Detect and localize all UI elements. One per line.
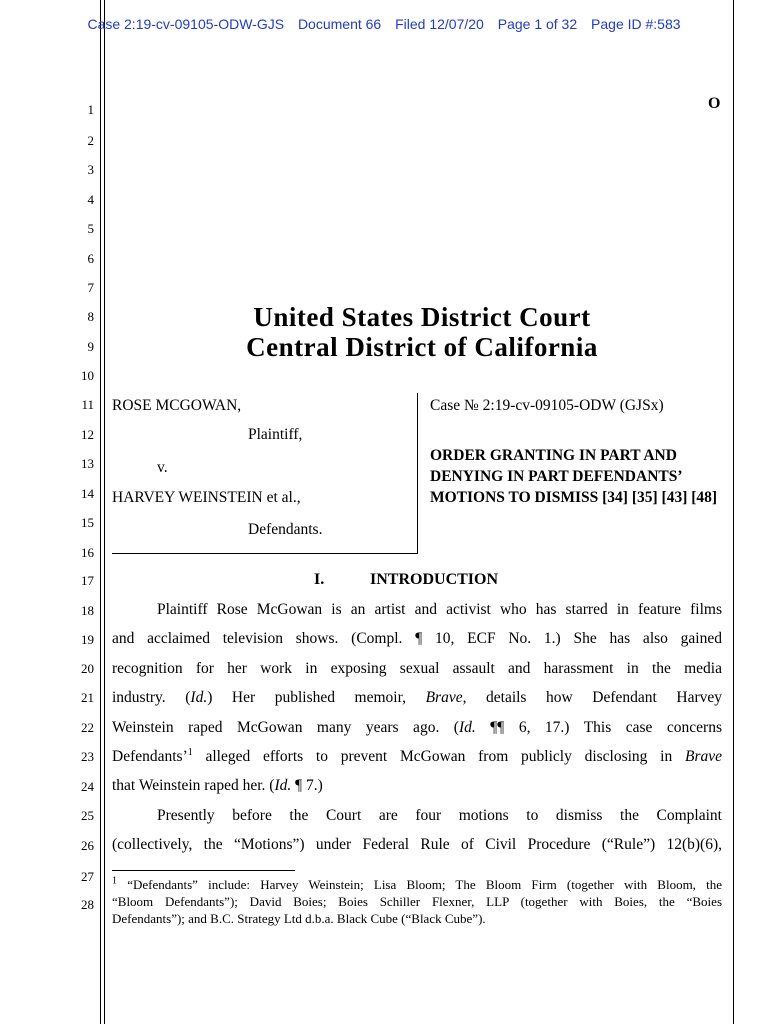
body-line: and acclaimed television shows. (Compl. ¶ 10, ECF No. 1.) She has also gained	[112, 630, 722, 648]
body-line: Presently before the Court are four motions to dismiss the Complaint	[157, 807, 722, 824]
caption-divider-vertical	[417, 393, 418, 554]
line-number: 12	[81, 427, 94, 442]
line-number: 14	[81, 486, 94, 501]
line-number: 17	[81, 573, 94, 588]
line-number: 10	[81, 368, 94, 383]
defendant-role: Defendants.	[248, 521, 323, 538]
footnote-line: Defendants”); and B.C. Strategy Ltd d.b.a. Black Cube (“Black Cube”).	[112, 911, 486, 926]
line-number: 25	[81, 808, 94, 823]
line-number: 16	[81, 545, 94, 560]
line-number: 5	[87, 221, 94, 236]
line-number: 1	[87, 102, 94, 117]
line-number: 2	[87, 133, 94, 148]
header-filed: Filed 12/07/20	[395, 16, 484, 32]
body-line: that Weinstein raped her. (Id. ¶ 7.)	[112, 777, 323, 795]
line-number: 27	[81, 869, 94, 884]
line-number: 8	[87, 309, 94, 324]
case-number: Case № 2:19-cv-09105-ODW (GJSx)	[430, 397, 664, 414]
line-number: 11	[81, 397, 94, 412]
section-title: INTRODUCTION	[370, 571, 499, 588]
order-title: ORDER GRANTING IN PART AND DENYING IN PART DEFENDANTS’ MOTIONS TO DISMISS [34] [35] [43] [48]	[430, 447, 718, 506]
court-district: Central District of California	[246, 332, 598, 362]
paragraph-1	[112, 595, 722, 801]
designation-mark: O	[708, 95, 721, 112]
defendant-name: HARVEY WEINSTEIN et al.,	[112, 489, 301, 506]
body-line: Weinstein raped McGowan many years ago. (Id. ¶¶ 6, 17.) This case concerns	[112, 718, 722, 736]
footnote-line: “Bloom Defendants”); David Boies; Boies Schiller Flexner, LLP (together with Boies, the “Boies	[112, 894, 722, 909]
left-margin-rule-inner	[104, 0, 105, 1024]
header-page: Page 1 of 32	[497, 16, 578, 32]
header-case: Case 2:19-cv-09105-ODW-GJS	[87, 16, 285, 32]
footnote-line	[112, 876, 722, 893]
body-line: industry. (Id.) Her published memoir, Brave, details how Defendant Harvey	[112, 689, 722, 707]
line-number: 20	[81, 661, 94, 676]
header-page-id: Page ID #:583	[591, 16, 681, 32]
line-number: 7	[87, 280, 94, 295]
caption-divider-horizontal	[112, 553, 417, 554]
line-number: 21	[81, 690, 94, 705]
paragraph-2	[112, 801, 722, 860]
section-number: I.	[314, 571, 325, 588]
right-margin-rule	[733, 0, 734, 1024]
line-number: 23	[81, 749, 94, 764]
footnote-text: “Defendants” include: Harvey Weinstein; Lisa Bloom; The Bloom Firm (together with Bloom, the	[127, 877, 723, 892]
left-margin-rule-outer	[100, 0, 101, 1024]
line-number: 9	[87, 339, 94, 354]
ecf-header	[0, 16, 768, 32]
line-number: 22	[81, 720, 94, 735]
line-number: 24	[81, 779, 94, 794]
line-number: 26	[81, 838, 94, 853]
versus: v.	[157, 459, 168, 476]
line-number: 15	[81, 515, 94, 530]
footnote	[112, 876, 722, 927]
body-line: Defendants’$^1$ alleged efforts to prevent McGowan from publicly disclosing in Brave	[112, 746, 722, 765]
body-line: Plaintiff Rose McGowan is an artist and activist who has starred in feature films	[157, 601, 722, 618]
line-number: 19	[81, 632, 94, 647]
line-number: 13	[81, 456, 94, 471]
plaintiff-name: ROSE MCGOWAN,	[112, 397, 242, 414]
court-name: United States District Court	[253, 302, 591, 332]
line-number: 4	[87, 192, 94, 207]
footnote-rule	[112, 870, 295, 871]
body-line: (collectively, the “Motions”) under Federal Rule of Civil Procedure (“Rule”) 12(b)(6),	[112, 836, 722, 854]
plaintiff-role: Plaintiff,	[248, 426, 303, 443]
line-number: 28	[81, 897, 94, 912]
line-number: 3	[87, 162, 94, 177]
body-line: recognition for her work in exposing sexual assault and harassment in the media	[112, 659, 722, 677]
line-number: 18	[81, 603, 94, 618]
line-number: 6	[87, 251, 94, 266]
footnote-marker: 1	[112, 875, 117, 887]
header-document: Document 66	[297, 16, 382, 32]
